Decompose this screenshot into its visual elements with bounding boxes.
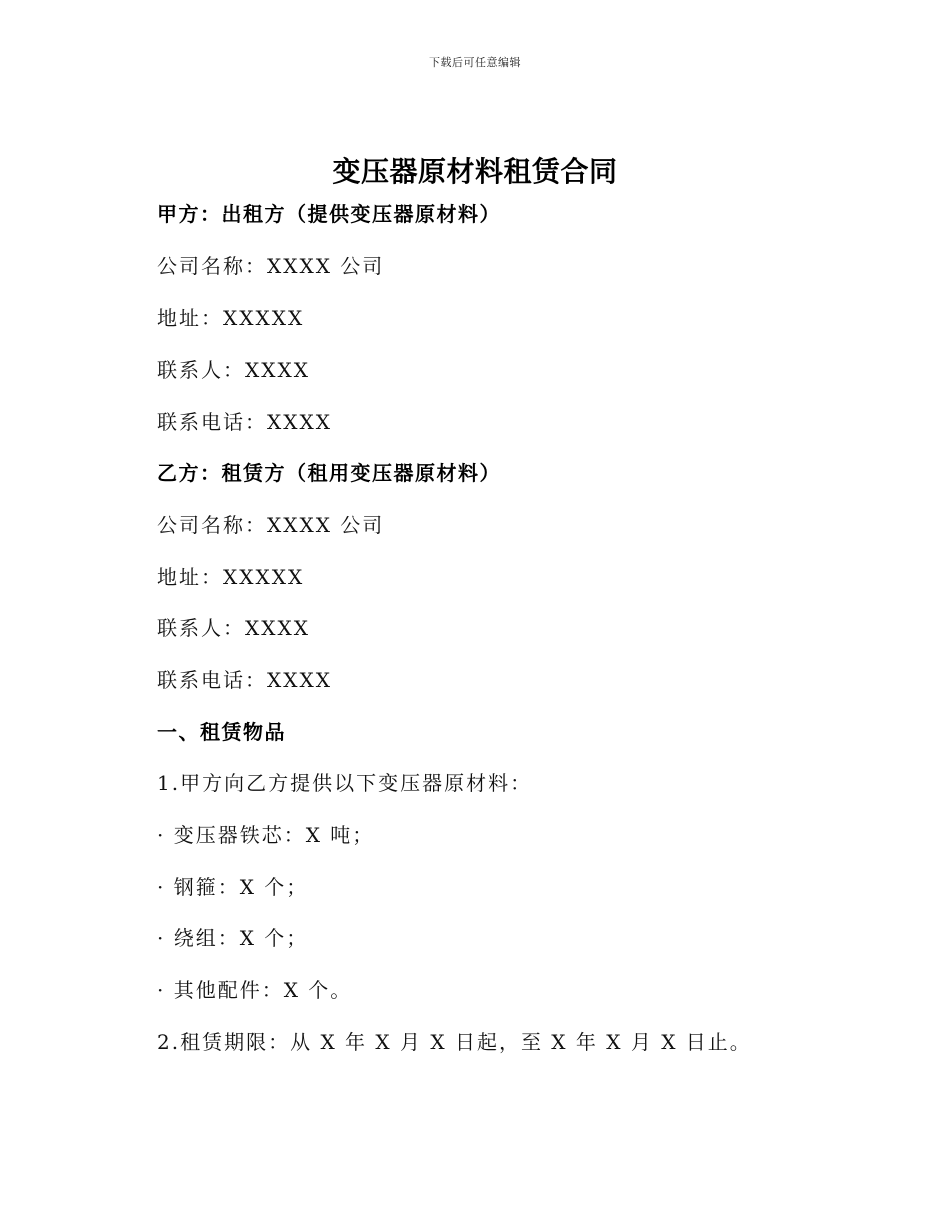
party-a-company: 公司名称：XXXX 公司 xyxy=(157,254,385,278)
section-1-intro: 1.甲方向乙方提供以下变压器原材料： xyxy=(157,771,533,795)
list-item: · 其他配件：X 个。 xyxy=(157,978,353,1002)
party-b-phone: 联系电话：XXXX xyxy=(157,668,332,692)
header-note: 下载后可任意编辑 xyxy=(429,56,521,69)
document-title: 变压器原材料租赁合同 xyxy=(332,155,618,188)
section-1-term: 2.租赁期限：从 X 年 X 月 X 日起，至 X 年 X 月 X 日止。 xyxy=(157,1030,752,1054)
section-1-heading: 一、租赁物品 xyxy=(157,720,286,744)
list-item: · 变压器铁芯：X 吨； xyxy=(157,823,375,847)
party-b-contact: 联系人：XXXX xyxy=(157,616,310,640)
party-b-company: 公司名称：XXXX 公司 xyxy=(157,513,385,537)
party-a-address: 地址：XXXXX xyxy=(157,306,305,330)
party-b-address: 地址：XXXXX xyxy=(157,565,305,589)
party-a-contact: 联系人：XXXX xyxy=(157,358,310,382)
party-a-heading: 甲方：出租方（提供变压器原材料） xyxy=(157,202,501,226)
party-b-heading: 乙方：租赁方（租用变压器原材料） xyxy=(157,461,501,485)
list-item: · 钢箍：X 个； xyxy=(157,875,309,899)
list-item: · 绕组：X 个； xyxy=(157,926,309,950)
party-a-phone: 联系电话：XXXX xyxy=(157,410,332,434)
